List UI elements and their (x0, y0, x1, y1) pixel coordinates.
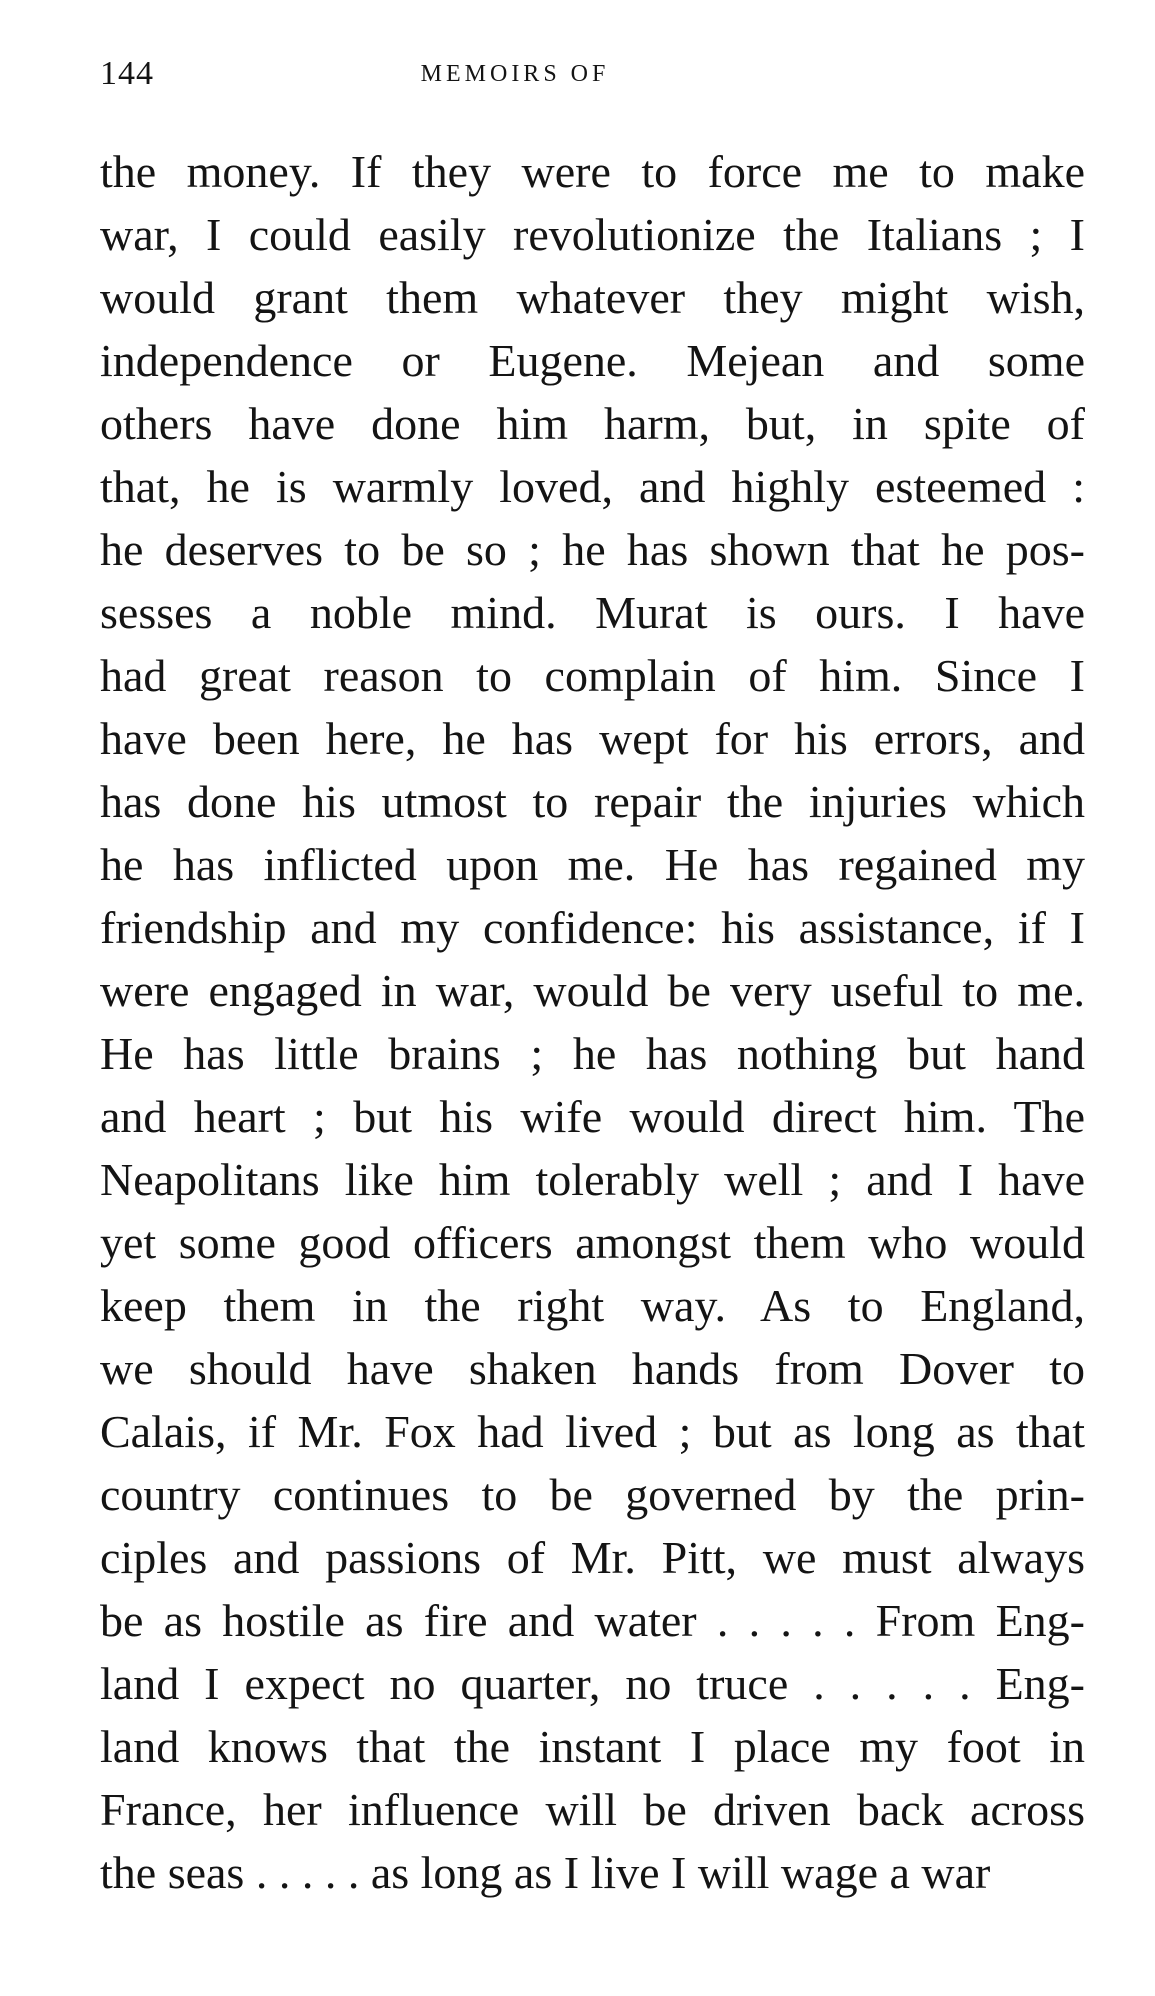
text-line: independence or Eugene. Mejean and some (100, 335, 1085, 386)
text-line: we should have shaken hands from Dover to (100, 1343, 1085, 1394)
text-line: would grant them whatever they might wish, (100, 272, 1085, 323)
text-line: Calais, if Mr. Fox had lived ; but as long as that (100, 1406, 1085, 1457)
text-line: ciples and passions of Mr. Pitt, we must always (100, 1532, 1085, 1583)
page-header (100, 55, 1080, 105)
text-line: had great reason to complain of him. Since I (100, 650, 1085, 701)
text-line: war, I could easily revolutionize the Italians ; I (100, 209, 1085, 260)
text-line: yet some good officers amongst them who would (100, 1217, 1085, 1268)
text-line: land I expect no quarter, no truce . . . . . Eng- (100, 1658, 1085, 1709)
text-line: keep them in the right way. As to England, (100, 1280, 1085, 1331)
text-line: land knows that the instant I place my foot in (100, 1721, 1085, 1772)
text-line: friendship and my confidence: his assistance, if I (100, 902, 1085, 953)
text-line: France, her influence will be driven back across (100, 1784, 1085, 1835)
text-line: were engaged in war, would be very useful to me. (100, 965, 1085, 1016)
page-number: 144 (100, 55, 154, 92)
text-line: the seas . . . . . as long as I live I will wage a war (100, 1847, 991, 1898)
text-line: have been here, he has wept for his errors, and (100, 713, 1085, 764)
text-line: He has little brains ; he has nothing but hand (100, 1028, 1085, 1079)
text-line: he has inflicted upon me. He has regained my (100, 839, 1085, 890)
text-line: has done his utmost to repair the injuries which (100, 776, 1085, 827)
running-title: MEMOIRS OF (420, 61, 610, 87)
text-line: Neapolitans like him tolerably well ; and I have (100, 1154, 1085, 1205)
text-line: be as hostile as fire and water . . . . . From Eng- (100, 1595, 1085, 1646)
text-line: country continues to be governed by the prin- (100, 1469, 1085, 1520)
body-text (100, 140, 1085, 1904)
text-line: that, he is warmly loved, and highly esteemed : (100, 461, 1085, 512)
text-line: the money. If they were to force me to make (100, 146, 1085, 197)
text-line: he deserves to be so ; he has shown that he pos- (100, 524, 1085, 575)
text-line: others have done him harm, but, in spite of (100, 398, 1085, 449)
text-line: and heart ; but his wife would direct him. The (100, 1091, 1085, 1142)
text-line: sesses a noble mind. Murat is ours. I have (100, 587, 1085, 638)
